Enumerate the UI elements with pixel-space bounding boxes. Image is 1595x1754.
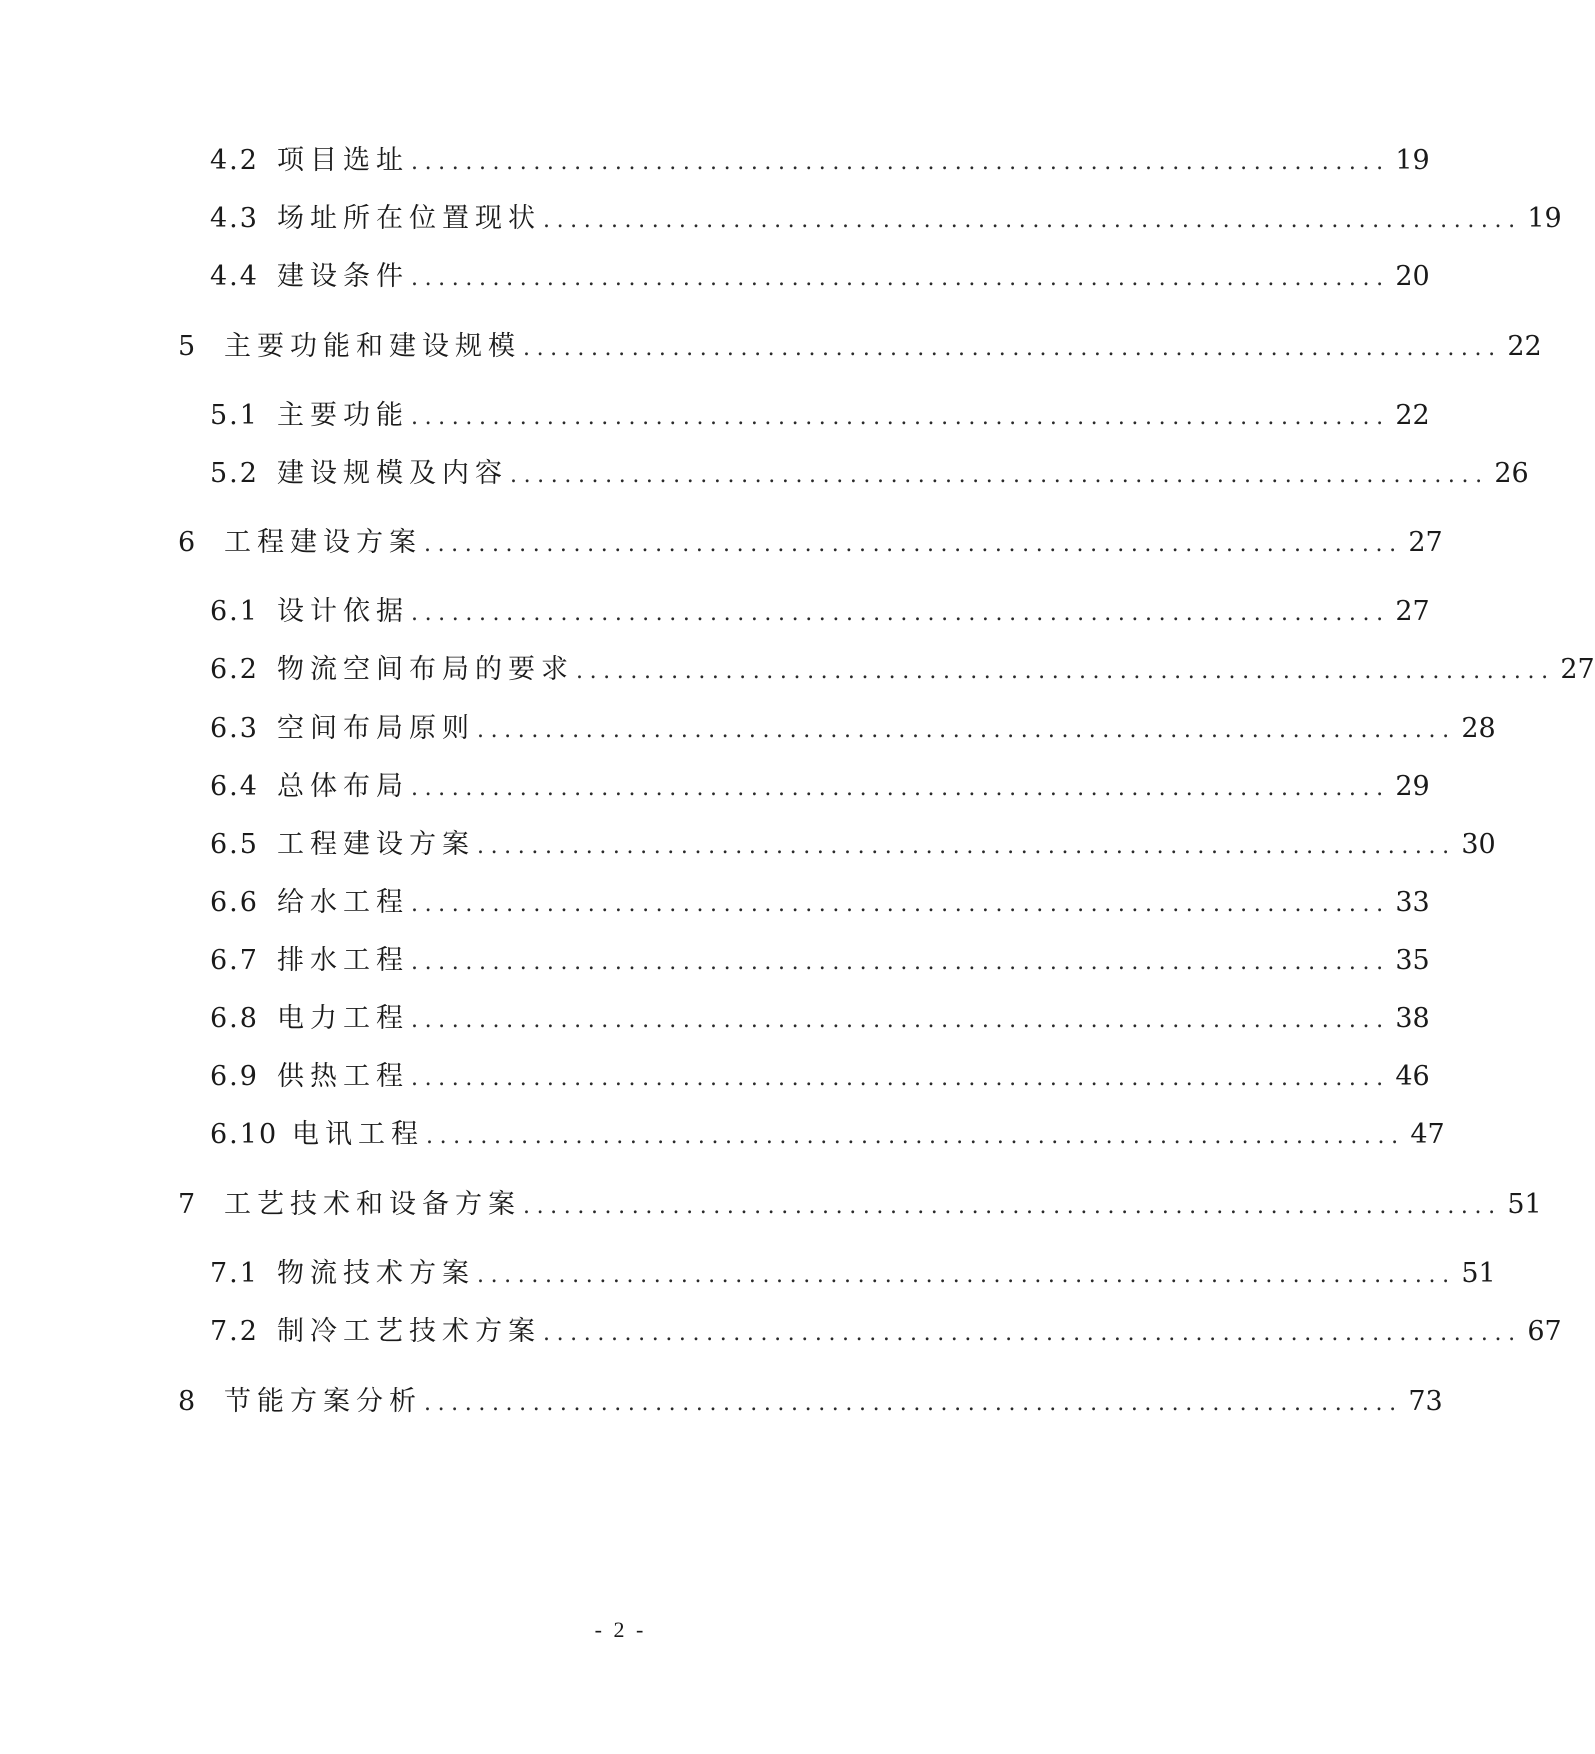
toc-entry[interactable] bbox=[210, 457, 1529, 493]
toc-entry[interactable] bbox=[210, 260, 1430, 296]
toc-entry-number: 6 bbox=[178, 527, 198, 558]
toc-entry[interactable] bbox=[210, 202, 1562, 238]
toc-entry-number: 6.5 bbox=[210, 829, 259, 860]
toc-entry-number: 6.9 bbox=[210, 1061, 259, 1092]
toc-leader-dots: ........................................................................ bbox=[411, 950, 1390, 975]
toc-entry-number: 6.4 bbox=[210, 771, 259, 802]
toc-entry[interactable] bbox=[210, 712, 1496, 748]
toc-entry[interactable] bbox=[178, 1385, 1443, 1421]
toc-entry[interactable] bbox=[178, 1188, 1542, 1224]
toc-entry[interactable] bbox=[210, 886, 1430, 922]
toc-leader-dots: ........................................................................ bbox=[411, 405, 1390, 430]
toc-entry-number: 6.6 bbox=[210, 887, 259, 918]
toc-entry-page: 19 bbox=[1527, 203, 1562, 234]
toc-leader-dots: ........................................................................ bbox=[543, 1321, 1522, 1346]
toc-entry[interactable] bbox=[210, 1315, 1562, 1351]
toc-entry-title: 空间布局原则 bbox=[277, 713, 475, 744]
toc-entry-number: 7 bbox=[178, 1189, 198, 1220]
toc-entry-number: 4.4 bbox=[210, 261, 259, 292]
toc-entry-page: 67 bbox=[1527, 1316, 1562, 1347]
toc-entry-number: 5.2 bbox=[210, 458, 259, 489]
toc-entry[interactable] bbox=[210, 595, 1430, 631]
toc-entry-title: 物流技术方案 bbox=[277, 1258, 475, 1289]
toc-entry-title: 主要功能 bbox=[277, 400, 409, 431]
toc-leader-dots: ........................................................................ bbox=[426, 1124, 1405, 1149]
toc-leader-dots: ........................................................................ bbox=[411, 266, 1390, 291]
toc-entry[interactable] bbox=[210, 1002, 1430, 1038]
toc-entry-page: 19 bbox=[1395, 145, 1430, 176]
toc-entry-number: 7.2 bbox=[210, 1316, 259, 1347]
toc-entry-page: 27 bbox=[1560, 654, 1595, 685]
toc-entry-page: 29 bbox=[1395, 771, 1430, 802]
toc-entry-number: 4.2 bbox=[210, 145, 259, 176]
toc-entry-page: 35 bbox=[1395, 945, 1430, 976]
toc-leader-dots: ........................................................................ bbox=[411, 1008, 1390, 1033]
toc-leader-dots: ........................................................................ bbox=[477, 834, 1456, 859]
toc-entry-title: 场址所在位置现状 bbox=[277, 203, 541, 234]
toc-entry-title: 主要功能和建设规模 bbox=[224, 331, 521, 362]
page-number: - 2 - bbox=[594, 1617, 647, 1642]
toc-entry-title: 总体布局 bbox=[277, 771, 409, 802]
toc-entry-number: 5.1 bbox=[210, 400, 259, 431]
toc-entry[interactable] bbox=[210, 1118, 1445, 1154]
toc-entry-title: 设计依据 bbox=[277, 596, 409, 627]
toc-leader-dots: ........................................................................ bbox=[424, 1391, 1403, 1416]
toc-entry-title: 电讯工程 bbox=[292, 1119, 424, 1150]
toc-entry-page: 22 bbox=[1395, 400, 1430, 431]
toc-entry-title: 工艺技术和设备方案 bbox=[224, 1189, 521, 1220]
toc-entry-page: 38 bbox=[1395, 1003, 1430, 1034]
toc-entry-page: 30 bbox=[1461, 829, 1496, 860]
toc-entry[interactable] bbox=[210, 944, 1430, 980]
toc-entry-number: 6.10 bbox=[210, 1119, 279, 1150]
toc-entry-page: 27 bbox=[1408, 527, 1443, 558]
toc-entry-title: 制冷工艺技术方案 bbox=[277, 1316, 541, 1347]
toc-entry-number: 8 bbox=[178, 1386, 198, 1417]
toc-entry-title: 给水工程 bbox=[277, 887, 409, 918]
toc-entry-page: 46 bbox=[1395, 1061, 1430, 1092]
toc-entry-number: 4.3 bbox=[210, 203, 259, 234]
toc-leader-dots: ........................................................................ bbox=[523, 336, 1502, 361]
toc-entry[interactable] bbox=[210, 144, 1430, 180]
toc-leader-dots: ........................................................................ bbox=[477, 718, 1456, 743]
toc-entry-number: 6.8 bbox=[210, 1003, 259, 1034]
toc-entry[interactable] bbox=[178, 330, 1542, 366]
toc-entry-title: 排水工程 bbox=[277, 945, 409, 976]
toc-leader-dots: ........................................................................ bbox=[424, 532, 1403, 557]
toc-leader-dots: ........................................................................ bbox=[477, 1263, 1456, 1288]
toc-entry-title: 建设规模及内容 bbox=[277, 458, 508, 489]
toc-entry-page: 51 bbox=[1461, 1258, 1496, 1289]
toc-leader-dots: ........................................................................ bbox=[510, 463, 1489, 488]
toc-entry[interactable] bbox=[210, 1257, 1496, 1293]
toc-entry-page: 33 bbox=[1395, 887, 1430, 918]
toc-leader-dots: ........................................................................ bbox=[576, 659, 1555, 684]
toc-leader-dots: ........................................................................ bbox=[411, 601, 1390, 626]
toc-entry-title: 节能方案分析 bbox=[224, 1386, 422, 1417]
toc-entry-number: 7.1 bbox=[210, 1258, 259, 1289]
toc-entry-title: 电力工程 bbox=[277, 1003, 409, 1034]
toc-entry[interactable] bbox=[210, 770, 1430, 806]
toc-entry[interactable] bbox=[178, 526, 1443, 562]
toc-leader-dots: ........................................................................ bbox=[411, 150, 1390, 175]
toc-entry-number: 6.3 bbox=[210, 713, 259, 744]
toc-entry-page: 26 bbox=[1494, 458, 1529, 489]
toc-leader-dots: ........................................................................ bbox=[411, 892, 1390, 917]
toc-entry-page: 22 bbox=[1507, 331, 1542, 362]
toc-entry[interactable] bbox=[210, 399, 1430, 435]
toc-leader-dots: ........................................................................ bbox=[411, 1066, 1390, 1091]
toc-entry-number: 6.7 bbox=[210, 945, 259, 976]
toc-entry-title: 工程建设方案 bbox=[224, 527, 422, 558]
toc-entry-page: 47 bbox=[1410, 1119, 1445, 1150]
toc-entry-number: 6.2 bbox=[210, 654, 259, 685]
toc-entry-title: 建设条件 bbox=[277, 261, 409, 292]
toc-entry-page: 27 bbox=[1395, 596, 1430, 627]
toc-entry-number: 6.1 bbox=[210, 596, 259, 627]
toc-entry[interactable] bbox=[210, 1060, 1430, 1096]
toc-leader-dots: ........................................................................ bbox=[411, 776, 1390, 801]
toc-entry[interactable] bbox=[210, 653, 1595, 689]
toc-leader-dots: ........................................................................ bbox=[523, 1194, 1502, 1219]
toc-entry-title: 供热工程 bbox=[277, 1061, 409, 1092]
toc-leader-dots: ........................................................................ bbox=[543, 208, 1522, 233]
toc-entry-page: 51 bbox=[1507, 1189, 1542, 1220]
toc-entry-title: 物流空间布局的要求 bbox=[277, 654, 574, 685]
toc-entry-page: 20 bbox=[1395, 261, 1430, 292]
toc-entry-title: 工程建设方案 bbox=[277, 829, 475, 860]
toc-entry-page: 73 bbox=[1408, 1386, 1443, 1417]
toc-entry-title: 项目选址 bbox=[277, 145, 409, 176]
toc-entry-page: 28 bbox=[1461, 713, 1496, 744]
toc-entry[interactable] bbox=[210, 828, 1496, 864]
toc-entry-number: 5 bbox=[178, 331, 198, 362]
